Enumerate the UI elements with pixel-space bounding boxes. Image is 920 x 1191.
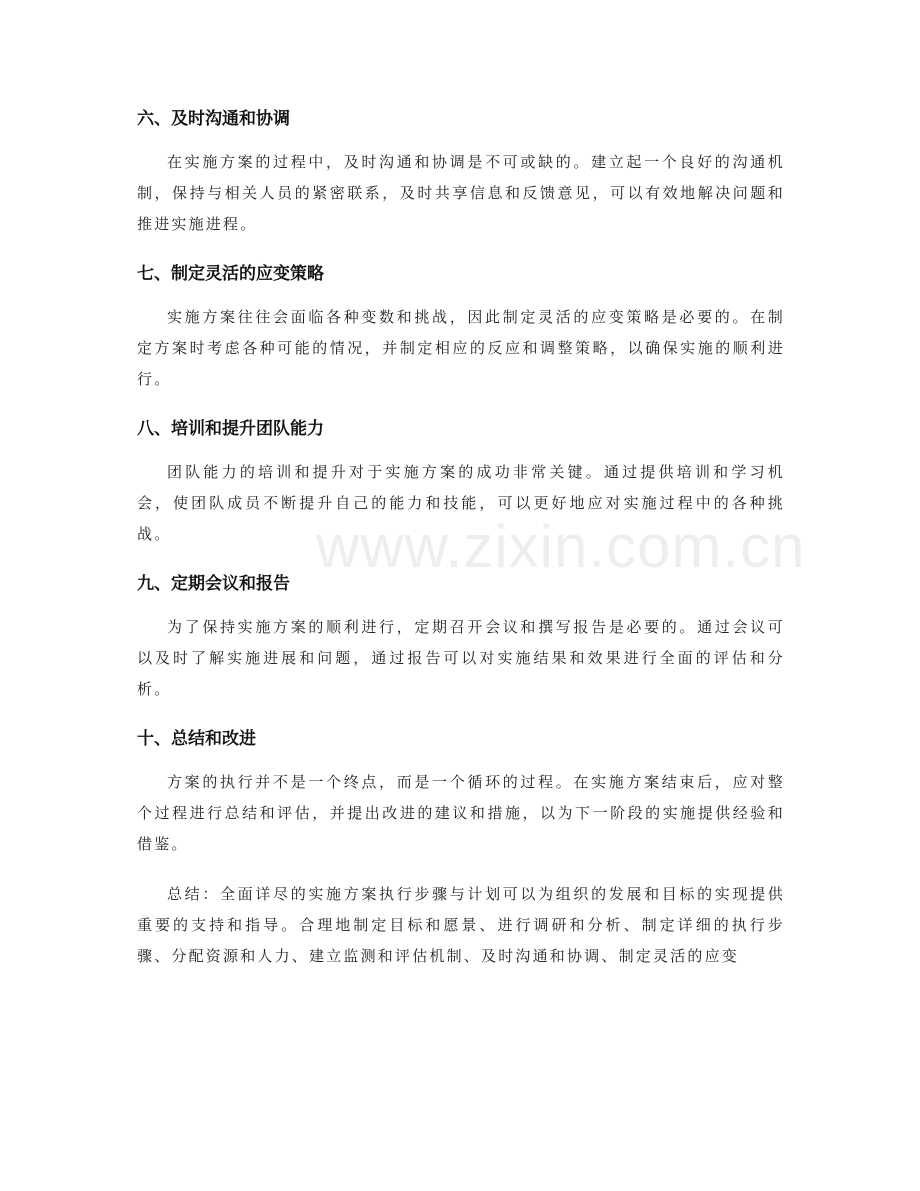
section-communication bbox=[137, 104, 785, 240]
section-heading: 九、定期会议和报告 bbox=[137, 574, 290, 594]
section-summary-improvement bbox=[137, 724, 785, 972]
section-heading: 八、培训和提升团队能力 bbox=[137, 419, 324, 439]
document-body bbox=[137, 104, 785, 972]
section-heading: 七、制定灵活的应变策略 bbox=[137, 264, 324, 284]
section-paragraph: 在实施方案的过程中，及时沟通和协调是不可或缺的。建立起一个良好的沟通机制，保持与相关人员的紧密联系，及时共享信息和反馈意见，可以有效地解决问题和推进实施进程。 bbox=[137, 153, 785, 233]
section-paragraph: 为了保持实施方案的顺利进行，定期召开会议和撰写报告是必要的。通过会议可以及时了解实施进展和问题，通过报告可以对实施结果和效果进行全面的评估和分析。 bbox=[137, 618, 785, 698]
section-team-training bbox=[137, 414, 785, 550]
section-heading: 六、及时沟通和协调 bbox=[137, 109, 290, 129]
summary-paragraph: 总结：全面详尽的实施方案执行步骤与计划可以为组织的发展和目标的实现提供重要的支持和指导。合理地制定目标和愿景、进行调研和分析、制定详细的执行步骤、分配资源和人力、建立监测和评估机制、及时沟通和协调、制定灵活的应变 bbox=[137, 885, 785, 965]
section-paragraph: 团队能力的培训和提升对于实施方案的成功非常关键。通过提供培训和学习机会，使团队成员不断提升自己的能力和技能，可以更好地应对实施过程中的各种挑战。 bbox=[137, 463, 785, 543]
section-contingency-strategy bbox=[137, 259, 785, 395]
section-meetings-reports bbox=[137, 569, 785, 705]
watermark: www.zixin.com.cn bbox=[316, 513, 806, 580]
section-paragraph: 方案的执行并不是一个终点，而是一个循环的过程。在实施方案结束后，应对整个过程进行总结和评估，并提出改进的建议和措施，以为下一阶段的实施提供经验和借鉴。 bbox=[137, 773, 785, 853]
section-heading: 十、总结和改进 bbox=[137, 729, 256, 749]
section-paragraph: 实施方案往往会面临各种变数和挑战，因此制定灵活的应变策略是必要的。在制定方案时考虑各种可能的情况，并制定相应的反应和调整策略，以确保实施的顺利进行。 bbox=[137, 308, 785, 388]
